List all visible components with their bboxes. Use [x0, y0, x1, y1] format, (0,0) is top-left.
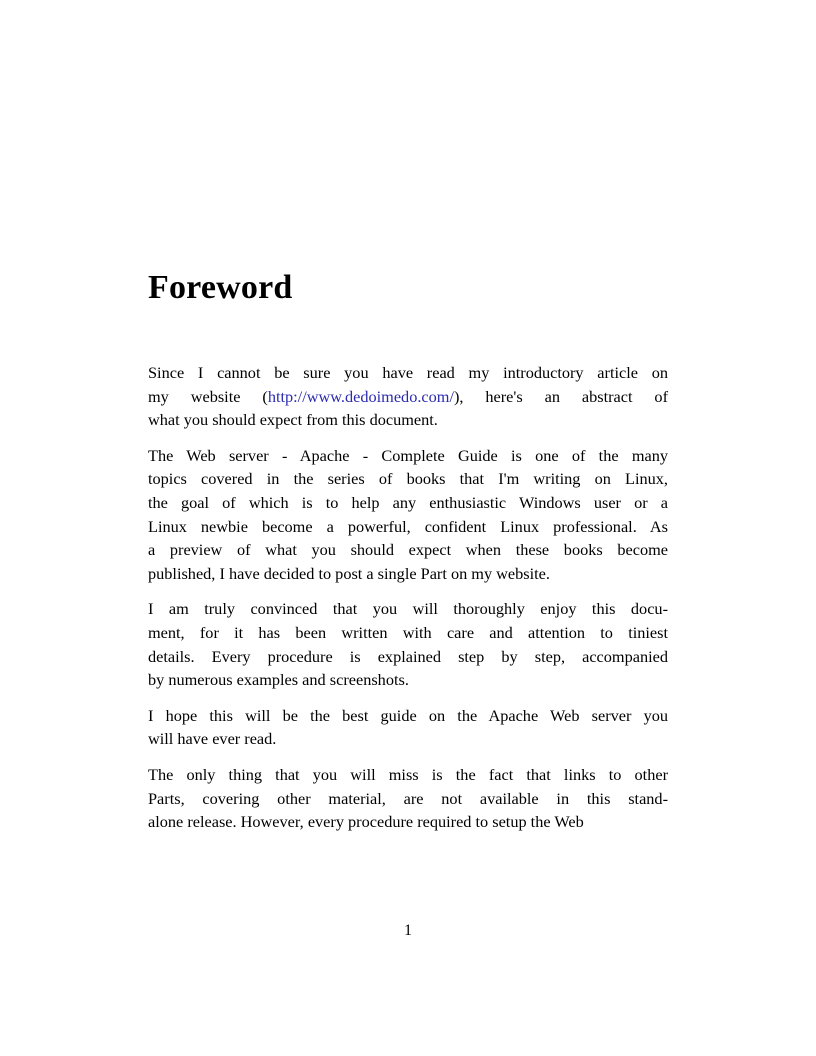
paragraph-4	[148, 704, 668, 751]
text-line: will have ever read.	[148, 729, 277, 749]
text-line: published, I have decided to post a single Part on my website.	[148, 563, 550, 583]
text-line: Parts, covering other material, are not available in this stand-	[148, 788, 668, 808]
text-line: The only thing that you will miss is the fact that links to other	[148, 764, 668, 784]
text-line: Linux newbie become a powerful, confident Linux professional. As	[148, 516, 668, 536]
text-line: alone release. However, every procedure required to setup the Web	[148, 812, 584, 832]
text-line: topics covered in the series of books that I'm writing on Linux,	[148, 469, 668, 489]
text-line: I hope this will be the best guide on the Apache Web server you	[148, 705, 668, 725]
line-prefix-text: my website (	[148, 386, 268, 406]
text-line: ment, for it has been written with care and attention to tiniest	[148, 622, 668, 642]
website-link[interactable]: http://www.dedoimedo.com/	[267, 386, 454, 406]
line-suffix-text: ), here's an abstract of	[453, 386, 668, 406]
body-text-block	[148, 361, 668, 834]
text-line: a preview of what you should expect when these books become	[148, 540, 668, 560]
paragraph-1	[148, 361, 668, 432]
paragraph-5	[148, 763, 668, 834]
text-line: by numerous examples and screenshots.	[148, 670, 409, 690]
text-line: what you should expect from this document.	[148, 410, 438, 430]
text-line: details. Every procedure is explained step by step, accompanied	[148, 646, 668, 666]
text-line: I am truly convinced that you will thoroughly enjoy this docu-	[148, 599, 668, 619]
page-title: Foreword	[148, 269, 293, 306]
text-line-with-link	[148, 385, 668, 409]
paragraph-2	[148, 444, 668, 586]
paragraph-3	[148, 597, 668, 691]
text-line: The Web server - Apache - Complete Guide is one of the many	[148, 445, 668, 465]
page-number: 1	[404, 922, 412, 939]
text-line: the goal of which is to help any enthusiastic Windows user or a	[148, 492, 668, 512]
text-line: Since I cannot be sure you have read my introductory article on	[148, 363, 668, 382]
